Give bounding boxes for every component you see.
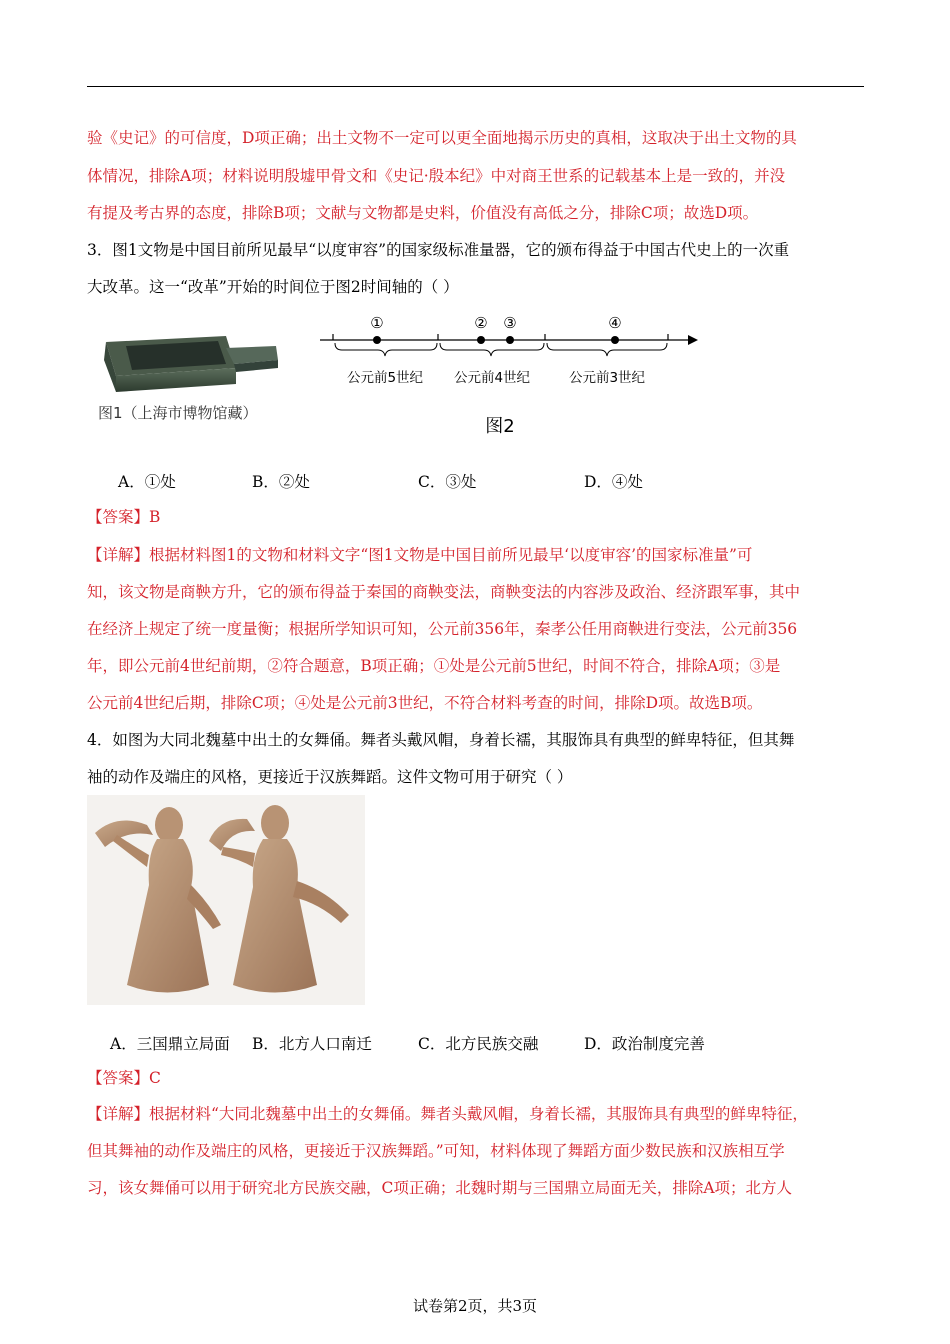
dancer-figurines-image	[87, 795, 365, 1005]
q4-option-c: C．北方民族交融	[418, 1035, 539, 1053]
q3-explanation-line-1: 【详解】根据材料图1的文物和材料文字“图1文物是中国目前所见最早‘以度审容’的国家标准量”可	[87, 546, 753, 564]
timeline-marker-2: ②	[474, 314, 488, 332]
q3-explanation-line-4: 年，即公元前4世纪前期，②符合题意，B项正确；①处是公元前5世纪，时间不符合，排除A项；③是	[87, 657, 781, 675]
q3-explanation-line-2: 知，该文物是商鞅方升，它的颁布得益于秦国的商鞅变法，商鞅变法的内容涉及政治、经济跟军事，其中	[87, 583, 801, 601]
q4-answer: 【答案】C	[87, 1069, 161, 1087]
q3-explanation-line-3: 在经济上规定了统一度量衡；根据所学知识可知，公元前356年，秦孝公任用商鞅进行变法，公元前356	[87, 620, 798, 638]
figurine-right	[209, 805, 349, 993]
period-label-4th: 公元前4世纪	[453, 370, 531, 386]
period-label-3rd: 公元前3世纪	[568, 370, 646, 386]
figure-2-timeline	[318, 312, 698, 442]
q3-answer: 【答案】B	[87, 508, 161, 526]
timeline-point-2	[477, 336, 485, 344]
q4-stem-line-2: 袖的动作及端庄的风格，更接近于汉族舞蹈。这件文物可用于研究（ ）	[87, 768, 573, 786]
q3-stem-line-1: 3．图1文物是中国目前所见最早“以度审容”的国家级标准量器，它的颁布得益于中国古代史上的一次重	[87, 241, 790, 259]
q3-option-a: A．①处	[118, 473, 176, 491]
bronze-vessel-image	[96, 322, 288, 422]
q3-explanation-line-5: 公元前4世纪后期，排除C项；④处是公元前3世纪，不符合材料考查的时间，排除D项。故选B项。	[87, 694, 763, 712]
q4-explanation-line-1: 【详解】根据材料“大同北魏墓中出土的女舞俑。舞者头戴风帽，身着长襦，其服饰具有典型的鲜卑特征，	[87, 1105, 808, 1123]
q3-option-d: D．④处	[584, 473, 643, 491]
timeline-marker-4: ④	[608, 314, 622, 332]
q4-explanation-line-2: 但其舞袖的动作及端庄的风格，更接近于汉族舞蹈。”可知，材料体现了舞蹈方面少数民族和汉族相互学	[87, 1142, 785, 1160]
prev-explanation-line-1: 验《史记》的可信度，D项正确；出土文物不一定可以更全面地揭示历史的真相，这取决于出土文物的具	[87, 129, 797, 147]
figure-1-caption: 图1（上海市博物馆藏）	[98, 404, 258, 422]
timeline-arrow-icon	[688, 335, 698, 345]
figurine-left	[95, 807, 221, 993]
timeline-point-1	[373, 336, 381, 344]
q3-stem-line-2: 大改革。这一“改革”开始的时间位于图2时间轴的（ ）	[87, 278, 459, 296]
brace-4th-century	[440, 343, 544, 356]
header-rule	[87, 86, 864, 87]
figure-1	[96, 322, 288, 422]
q4-option-a: A．三国鼎立局面	[110, 1035, 230, 1053]
timeline-marker-1: ①	[370, 314, 384, 332]
page-footer: 试卷第2页，共3页	[412, 1297, 538, 1315]
figure-2-caption: 图2	[485, 416, 515, 437]
q4-explanation-line-3: 习，该女舞俑可以用于研究北方民族交融，C项正确；北魏时期与三国鼎立局面无关，排除A项；北方人	[87, 1179, 793, 1197]
prev-explanation-line-2: 体情况，排除A项；材料说明殷墟甲骨文和《史记·殷本纪》中对商王世系的记载基本上是一致的，并没	[87, 167, 786, 185]
brace-5th-century	[335, 343, 437, 356]
timeline-marker-3: ③	[503, 314, 517, 332]
q4-option-b: B．北方人口南迁	[252, 1035, 372, 1053]
q4-stem-line-1: 4．如图为大同北魏墓中出土的女舞俑。舞者头戴风帽，身着长襦，其服饰具有典型的鲜卑特征，但其舞	[87, 731, 795, 749]
brace-3rd-century	[547, 343, 667, 356]
q3-option-c: C．③处	[418, 473, 477, 491]
q3-option-b: B．②处	[252, 473, 310, 491]
prev-explanation-line-3: 有提及考古界的态度，排除B项；文献与文物都是史料，价值没有高低之分，排除C项；故选D项。	[87, 204, 759, 222]
period-label-5th: 公元前5世纪	[346, 370, 424, 386]
timeline-point-4	[611, 336, 619, 344]
q4-option-d: D．政治制度完善	[584, 1035, 705, 1053]
timeline-point-3	[506, 336, 514, 344]
